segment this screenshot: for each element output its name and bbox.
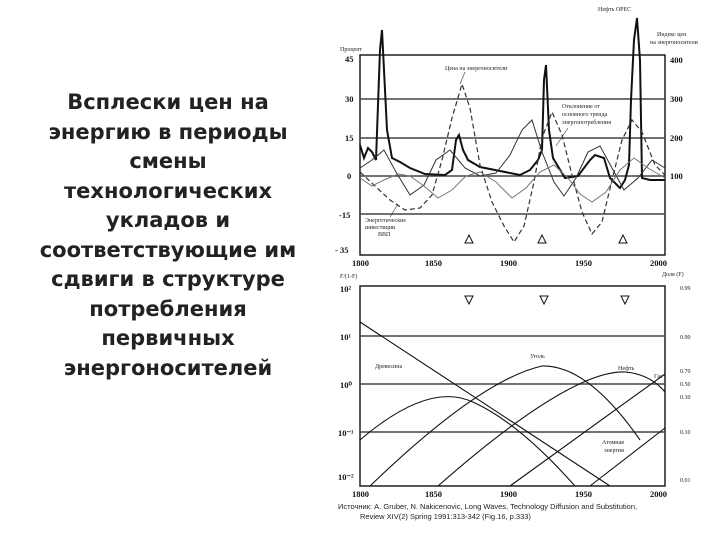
- upper-marker-triangle: [621, 296, 629, 304]
- bottom-x-tick: 1900: [500, 489, 517, 499]
- leader-line: [460, 72, 465, 84]
- wood-curve: [360, 322, 610, 486]
- title-line: смены: [129, 149, 207, 173]
- bottom-left-tick: 10⁻¹: [338, 428, 354, 438]
- top-x-tick: 1950: [575, 258, 592, 268]
- label-nuclear: энергия: [604, 448, 624, 454]
- bottom-x-tick: 2000: [650, 489, 667, 499]
- source-caption-line2: Review XIV(2) Spring 1991:313-342 (Fig.16, p.333): [360, 512, 531, 521]
- bottom-x-tick: 1800: [352, 489, 369, 499]
- top-right-tick: 100: [670, 171, 683, 181]
- top-x-tick: 1850: [425, 258, 442, 268]
- lower-marker-triangle: [619, 235, 627, 243]
- top-left-tick: 45: [345, 54, 354, 64]
- oil-curve: [438, 372, 665, 486]
- top-x-tick: 2000: [650, 258, 667, 268]
- top-left-tick: 30: [345, 94, 354, 104]
- bottom-right-axis-title: Доля (F): [662, 272, 684, 278]
- label-nuclear: Атомная: [602, 440, 624, 446]
- gas-curve: [510, 374, 665, 486]
- label-wood: Древесина: [375, 364, 403, 370]
- slide-title: [18, 88, 318, 383]
- bottom-right-tick: 0.10: [680, 430, 691, 436]
- top-left-tick: - 35: [335, 245, 349, 255]
- top-right-tick: 200: [670, 133, 683, 143]
- title-line: первичных: [101, 326, 235, 350]
- annotation-prices: Цена на энергоносители: [445, 66, 508, 72]
- top-left-axis-title: Процент: [340, 47, 363, 53]
- source-caption-line1: Источник: A. Gruber, N. Nakicenovic, Long Waves, Technology Diffusion and Substitution,: [338, 502, 638, 511]
- top-left-tick: -15: [339, 210, 351, 220]
- top-left-tick: 0: [347, 171, 352, 181]
- peak-label: Нефть ОРЕС: [598, 7, 632, 13]
- bottom-left-tick: 10⁰: [340, 380, 352, 390]
- title-line: энергию в периоды: [48, 119, 288, 144]
- bottom-right-tick: 0.01: [680, 478, 691, 484]
- title-line: потребления: [89, 296, 247, 321]
- bottom-left-tick: 10²: [340, 284, 352, 294]
- bottom-left-tick: 10⁻²: [338, 472, 354, 482]
- bottom-left-axis-title: F/(1-F): [340, 274, 358, 280]
- title-line: энергоносителей: [63, 355, 273, 380]
- lower-marker-triangle: [465, 235, 473, 243]
- title-line: соответствующие им: [39, 237, 297, 262]
- label-oil: Нефть: [618, 366, 635, 372]
- annotation-deviation: Отклонение от: [562, 104, 600, 110]
- title-line: Всплески цен на: [67, 90, 269, 114]
- annotation-deviation: энергопотребления: [562, 120, 611, 126]
- nuclear-curve: [590, 428, 665, 486]
- label-gas: Газ: [654, 374, 663, 380]
- leader-line: [390, 204, 398, 217]
- top-plot-frame: [360, 55, 665, 255]
- bottom-right-tick: 0.99: [680, 286, 691, 292]
- top-x-tick: 1900: [500, 258, 517, 268]
- annotation-deviation: основного тренда: [562, 112, 608, 118]
- deviation-curve: [360, 120, 665, 196]
- bottom-left-tick: 10¹: [340, 332, 352, 342]
- top-left-tick: 15: [345, 133, 354, 143]
- scanned-figure: [320, 0, 720, 540]
- bottom-plot-frame: [360, 286, 665, 486]
- bottom-chart: [338, 271, 691, 499]
- top-right-axis-title: на энергоносители: [650, 40, 698, 46]
- upper-marker-triangle: [465, 296, 473, 304]
- top-chart: [335, 6, 699, 268]
- title-line: технологических: [63, 178, 272, 203]
- top-right-tick: 300: [670, 94, 683, 104]
- title-line: укладов и: [105, 208, 231, 232]
- top-right-axis-title: Индекс цен: [657, 32, 687, 38]
- lower-marker-triangle: [538, 235, 546, 243]
- bottom-right-tick: 0.90: [680, 335, 691, 341]
- upper-marker-triangle: [540, 296, 548, 304]
- bottom-x-tick: 1950: [575, 489, 592, 499]
- annotation-investment: ВВП: [378, 232, 391, 238]
- title-line: сдвиги в структуре: [51, 267, 285, 291]
- top-x-tick: 1800: [352, 258, 369, 268]
- top-right-tick: 400: [670, 55, 683, 65]
- price-index-curve: [360, 18, 665, 188]
- annotation-investment: Энергетические: [365, 218, 406, 224]
- annotation-investment: инвестиции: [365, 225, 396, 231]
- bottom-right-tick: 0.70: [680, 369, 691, 375]
- bottom-right-tick: 0.50: [680, 382, 691, 388]
- bottom-right-tick: 0.30: [680, 395, 691, 401]
- label-coal: Уголь: [530, 354, 545, 360]
- bottom-x-tick: 1850: [425, 489, 442, 499]
